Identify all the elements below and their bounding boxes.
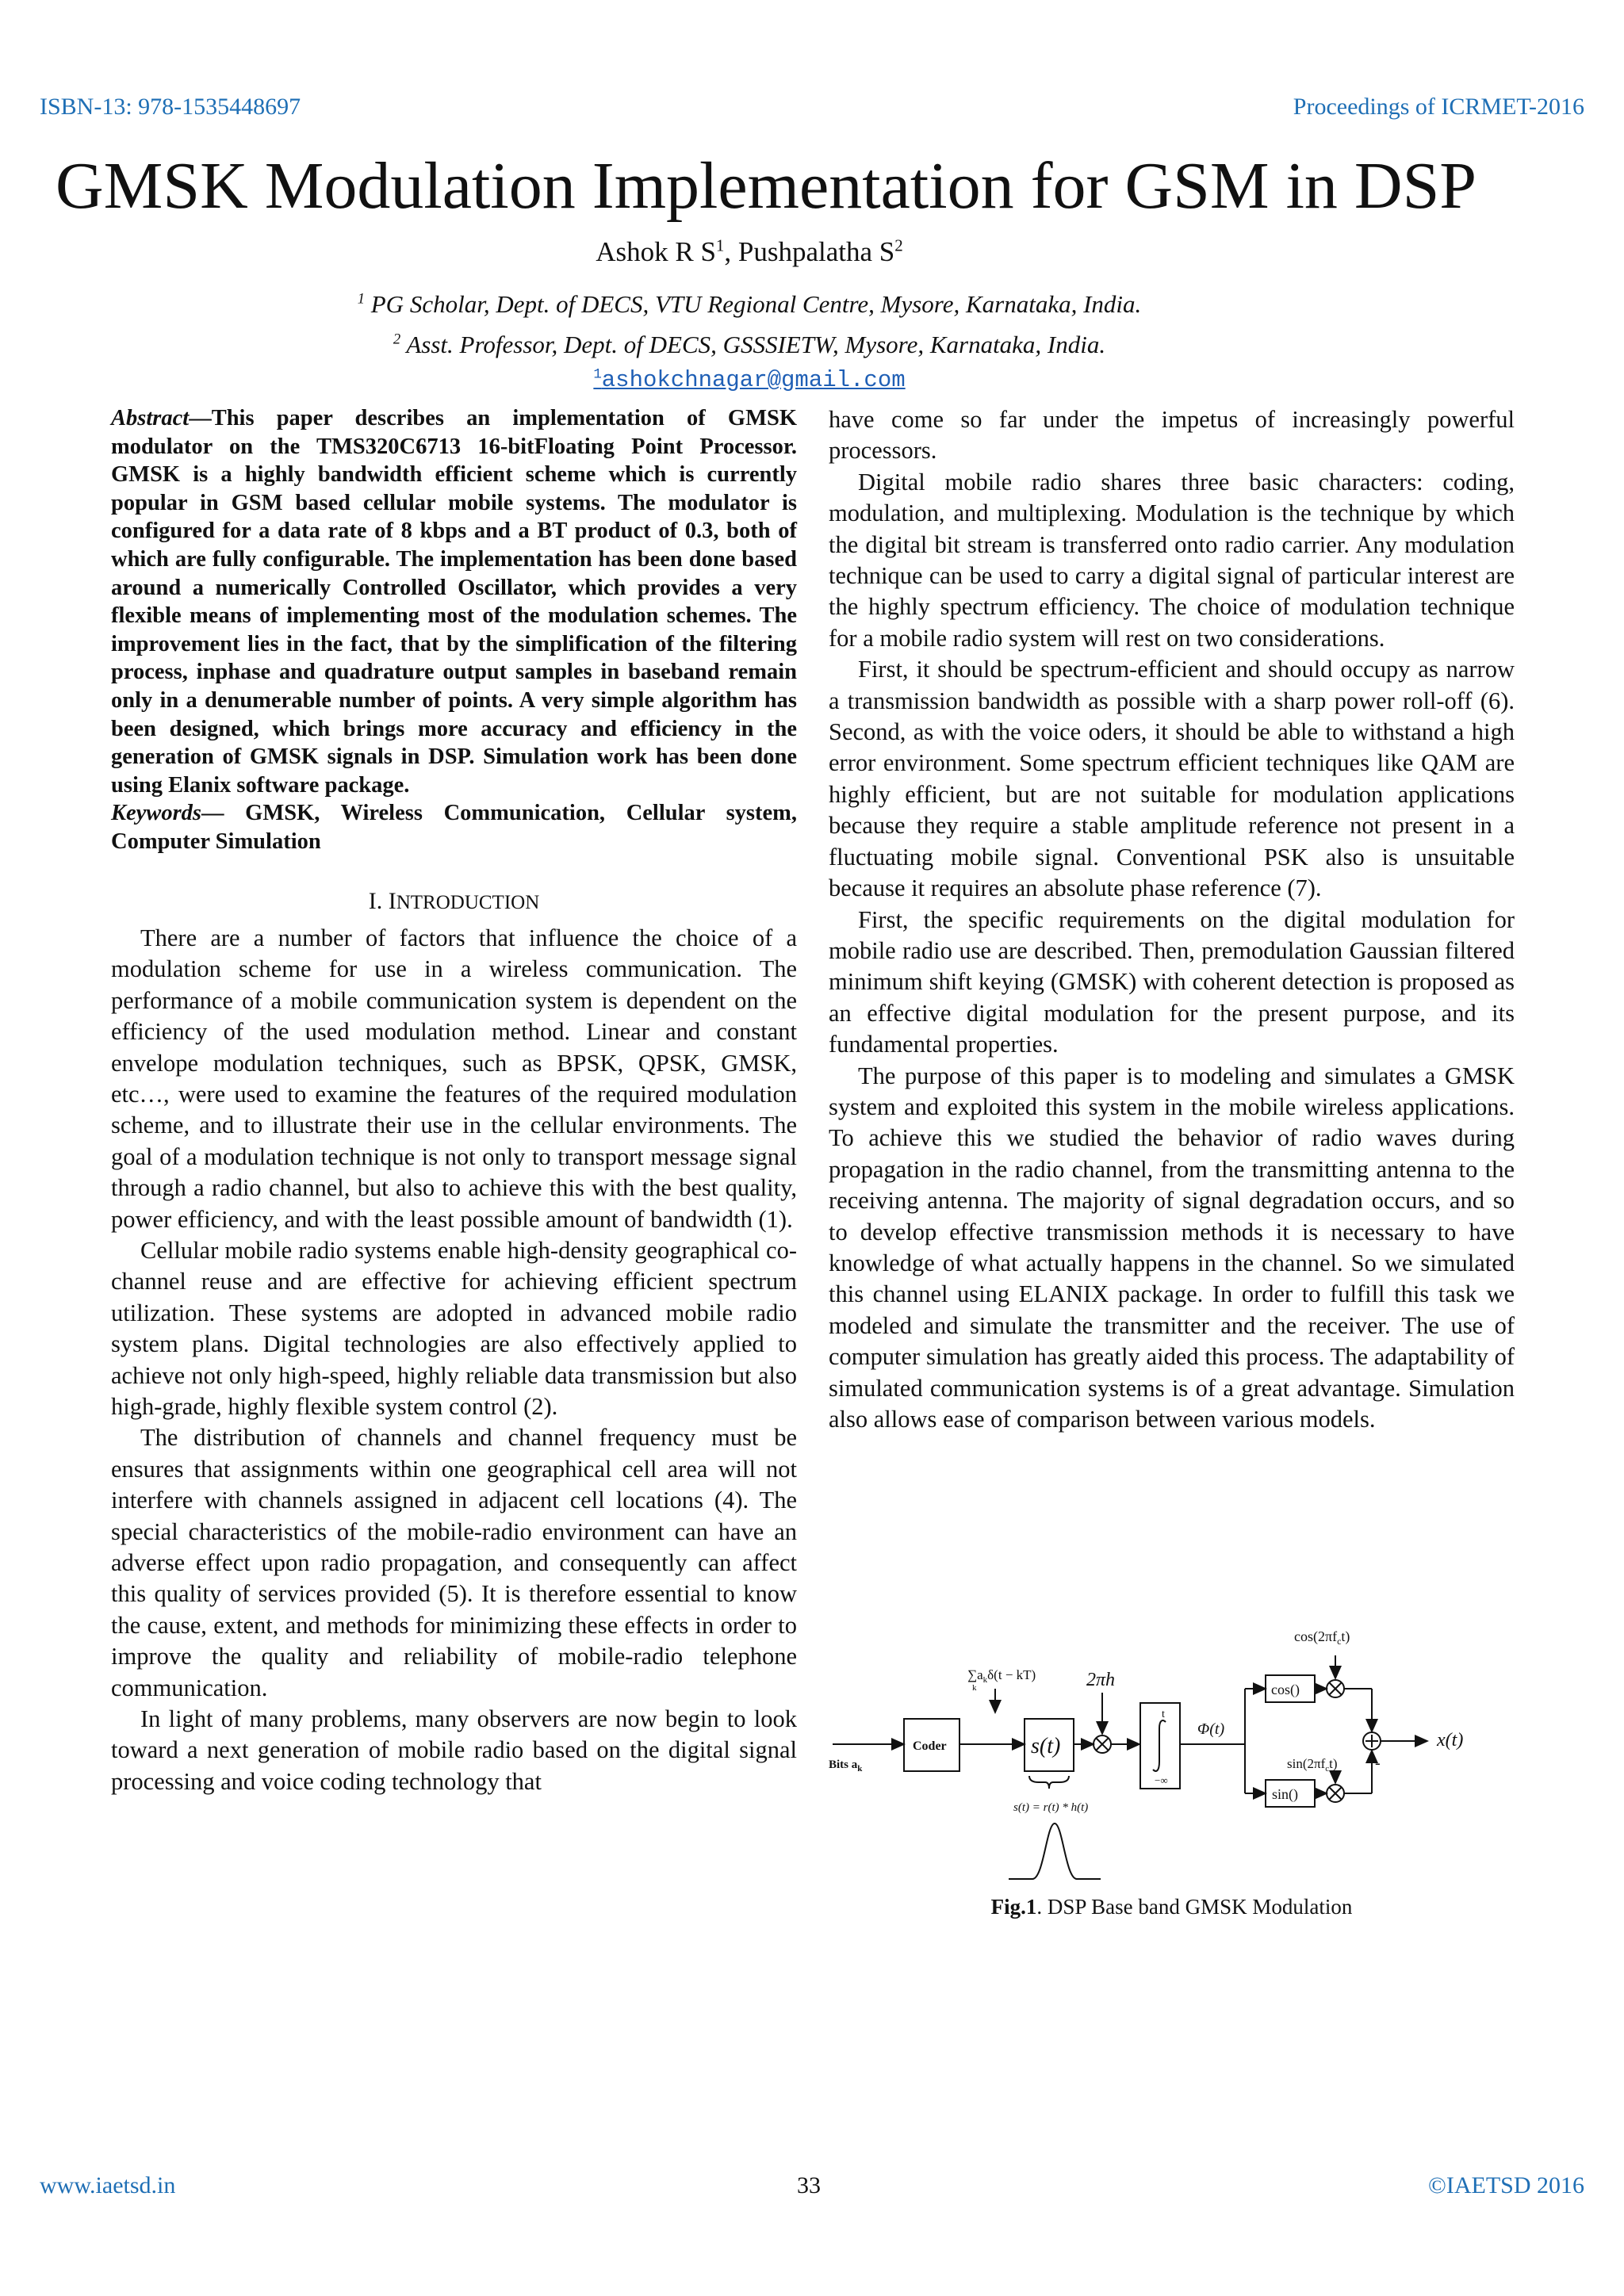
integral-upper: t <box>1162 1709 1165 1720</box>
phase-label: Φ(t) <box>1197 1720 1225 1738</box>
abstract-label: Abstract <box>111 406 190 430</box>
authors <box>0 236 1499 268</box>
filter-equation: s(t) = r(t) * h(t) <box>1013 1801 1089 1814</box>
author-1: Ashok R S <box>596 236 716 267</box>
cos-input-label: $\cos(2\pi f_ct)$ <box>1294 1628 1350 1647</box>
figure-caption-text: . DSP Base band GMSK Modulation <box>1036 1895 1353 1919</box>
paragraph: In light of many problems, many observers are now begin to look toward a next generation of mobile radio based on the digital signal processing and voice coding technology that <box>111 1705 797 1795</box>
paragraph: There are a number of factors that influence the choice of a modulation scheme for use in a wireless communication. The performance of a mobile communication system is dependent on the efficiency of the used modulation method. Linear and constant envelope modulation techniques, such as BPSK, QPSK, GMSK, etc…, were used to examine the features of the required modulation scheme, and to illustrate their use in the cellular environments. The goal of a modulation technique is not only to transport message signal through a radio channel, but also to achieve this with the best quality, power efficiency, and with the least possible amount of bandwidth (1). <box>111 924 797 1233</box>
paragraph: The distribution of channels and channel frequency must be ensures that assignments within one geographical cell area will not interfere with channels assigned in adjacent cell locations (4). The special characteristics of the mobile-radio environment can have an adverse effect upon radio propagation, and consequently can affect this quality of services provided (5). It is therefore essential to know the cause, extent, and methods for minimizing these effects in order to improve the quality and reliability of mobile-radio telephone communication. <box>111 1424 797 1701</box>
footer-website[interactable]: www.iaetsd.in <box>40 2172 176 2198</box>
paragraph: First, the specific requirements on the digital modulation for mobile radio use are described. Then, premodulation Gaussian filtered minimum shift keying (GMSK) with coherent detection is proposed as an effective digital modulation for the present purpose, and its fundamental properties. <box>829 905 1515 1058</box>
section-rest: NTRODUCTION <box>396 891 540 913</box>
email-address: ashokchnagar@gmail.com <box>601 367 906 393</box>
impulse-sub-label: k <box>972 1683 977 1693</box>
gain-label: 2πh <box>1086 1670 1116 1690</box>
minus-sign: - <box>1375 1755 1381 1772</box>
email-sup: 1 <box>593 367 602 383</box>
figure-caption-label: Fig.1 <box>990 1895 1037 1919</box>
proceedings-header: Proceedings of ICRMET-2016 <box>1293 94 1584 120</box>
affiliation-1-text: PG Scholar, Dept. of DECS, VTU Regional Centre, Mysore, Karnataka, India. <box>365 290 1142 318</box>
sin-block-label: sin() <box>1272 1786 1298 1802</box>
affiliation-1 <box>0 290 1499 319</box>
author-2: Pushpalatha S <box>737 236 895 267</box>
author-1-sup: 1 <box>715 235 725 255</box>
paragraph: The purpose of this paper is to modeling and simulates a GMSK system and exploited this system in the mobile wireless applications. To achieve this we studied the behavior of radio waves during propagation in the radio channel, from the transmitting antenna to the receiving antenna. The majority of signal degradation occurs, and so to develop effective transmission methods it is necessary to have knowledge of what actually happens in the channel. So we simulated this channel using ELANIX package. In order to fulfill this task we modeled and simulate the transmitter and the receiver. The use of computer simulation has greatly aided this process. The adaptability of simulated communication systems is of a great advantage. Simulation also allows ease of comparison between various models. <box>829 1062 1515 1433</box>
paper-title: GMSK Modulation Implementation for GSM in DSP <box>56 149 1477 223</box>
left-column <box>111 404 797 1797</box>
keywords <box>111 799 797 855</box>
figure-caption <box>829 1895 1515 1919</box>
footer-copyright: ©IAETSD 2016 <box>1428 2172 1584 2198</box>
gaussian-pulse <box>1009 1823 1101 1879</box>
filter-brace <box>1029 1776 1069 1789</box>
keywords-label: Keywords <box>111 801 201 826</box>
abstract-dash: — <box>189 406 212 430</box>
gmsk-block-diagram <box>825 1609 1522 1934</box>
affiliation-2 <box>0 331 1499 359</box>
abstract <box>111 404 797 799</box>
section-heading-introduction <box>111 886 797 918</box>
email-link[interactable] <box>593 367 905 393</box>
affiliation-2-text: Asst. Professor, Dept. of DECS, GSSSIETW, Mysore, Karnataka, India. <box>400 331 1106 358</box>
page-number: 33 <box>797 2172 821 2198</box>
sin-input-label: $\sin(2\pi f_ct)$ <box>1287 1756 1338 1774</box>
integral-lower: −∞ <box>1155 1774 1168 1786</box>
abstract-text: This paper describes an implementation of GMSK modulator on the TMS320C6713 16-bitFloating Point Processor. GMSK is a highly bandwidth efficient scheme which is currently popular in GSM based cellular mobile systems. The modulator is configured for a data rate of 8 kbps and a BT product of 0.3, both of which are fully configurable. The implementation has been done based around a numerically Controlled Oscillator, which provides a very flexible means of implementing most of the modulation schemes. The improvement lies in the fact, that by the simplification of the filtering process, inphase and quadrature output samples in baseband remain only in a denumerable number of points. A very simple algorithm has been designed, which brings more accuracy and efficiency in the generation of GMSK signals in DSP. Simulation work has been done using Elanix software package. <box>111 406 797 798</box>
bits-label: Bits $a_k$ <box>829 1758 863 1774</box>
paragraph: Cellular mobile radio systems enable high-density geographical co-channel reuse and are effective for achieving efficient spectrum utilization. These systems are adopted in advanced mobile radio system plans. Digital technologies are also effectively applied to achieve not only high-speed, highly reliable data transmission but also high-grade, highly flexible system control (2). <box>111 1236 797 1420</box>
integral-sign <box>1153 1720 1166 1771</box>
isbn-header: ISBN-13: 978-1535448697 <box>40 94 301 120</box>
output-label: x(t) <box>1437 1730 1464 1751</box>
author-separator: , <box>724 236 738 267</box>
impulse-label: $\sum a_k\delta(t - kT)$ <box>967 1667 1036 1685</box>
coder-label: Coder <box>913 1739 947 1753</box>
author-2-sup: 2 <box>894 235 903 255</box>
section-number: I. <box>368 887 389 914</box>
keywords-dash: — <box>201 801 246 826</box>
paragraph: have come so far under the impetus of increasingly powerful processors. <box>829 406 1515 465</box>
filter-label: s(t) <box>1031 1734 1061 1758</box>
right-column <box>829 404 1515 1435</box>
section-first-letter: I <box>388 887 396 914</box>
email-line <box>0 367 1499 393</box>
keywords-text: GMSK, Wireless Communication, Cellular system, Computer Simulation <box>111 801 798 854</box>
affiliation-1-sup: 1 <box>357 290 365 308</box>
affiliation-2-sup: 2 <box>393 331 401 348</box>
cos-block-label: cos() <box>1271 1682 1300 1697</box>
paragraph: First, it should be spectrum-efficient and should occupy as narrow a transmission bandwidth as possible with a sharp power roll-off (6). Second, as with the voice oders, it should be able to withstand a high error environment. Some spectrum efficient techniques like QAM are highly efficient, but are not suitable for modulation applications because they require a stable amplitude reference not present in a fluctuating mobile signal. Conventional PSK also is unsuitable because it requires an absolute phase reference (7). <box>829 656 1515 902</box>
paragraph: Digital mobile radio shares three basic characters: coding, modulation, and multiplexing. Modulation is the technique by which the digital bit stream is transferred onto radio carrier. Any modulation technique can be used to carry a digital signal of particular interest are the highly spectrum efficiency. The choice of modulation technique for a mobile radio system will rest on two considerations. <box>829 468 1515 652</box>
